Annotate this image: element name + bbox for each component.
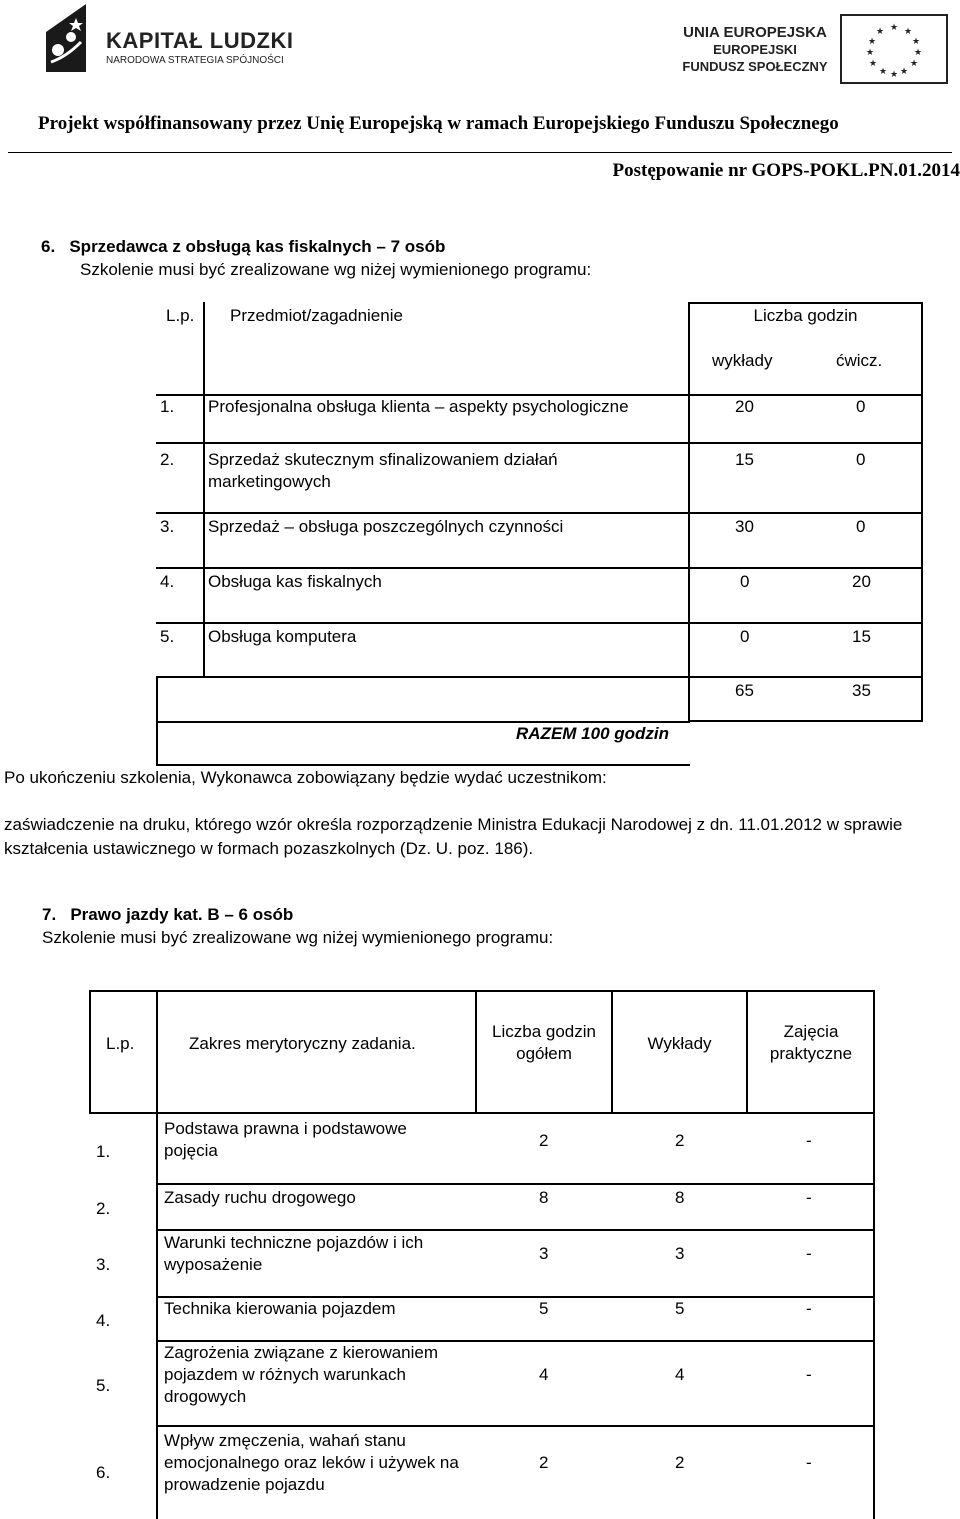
row-lectures: 0 bbox=[740, 627, 750, 646]
row-total: 5 bbox=[539, 1299, 549, 1318]
row-exercises: 20 bbox=[852, 572, 871, 591]
row-lectures: 8 bbox=[675, 1188, 685, 1207]
row-scope: Wpływ zmęczenia, wahań stanu emocjonalnego oraz leków i używek na prowadzenie pojazdu bbox=[164, 1431, 459, 1494]
row-subject: Sprzedaż skutecznym sfinalizowaniem działań marketingowych bbox=[208, 450, 558, 491]
row-scope: Zagrożenia związane z kierowaniem pojazdem w różnych warunkach drogowych bbox=[164, 1343, 439, 1406]
section6-intro: Szkolenie musi być zrealizowane wg niżej wymienionego programu: bbox=[80, 260, 592, 279]
row-lectures: 0 bbox=[740, 572, 750, 591]
svg-text:★: ★ bbox=[899, 66, 909, 76]
table6-total-lectures: 65 bbox=[735, 681, 754, 700]
svg-text:★: ★ bbox=[903, 26, 913, 36]
eu-logo-line2: EUROPEJSKI bbox=[713, 42, 797, 57]
row-number: 5. bbox=[160, 627, 175, 646]
row-lectures: 5 bbox=[675, 1299, 685, 1318]
table6-header-hours: Liczba godzin bbox=[753, 306, 858, 325]
svg-text:★: ★ bbox=[889, 22, 899, 32]
table6-total-label: RAZEM 100 godzin bbox=[516, 724, 670, 743]
row-number: 1. bbox=[96, 1142, 111, 1161]
table6-header-exercises: ćwicz. bbox=[836, 351, 883, 370]
row-practice: - bbox=[806, 1188, 812, 1207]
row-exercises: 0 bbox=[856, 397, 866, 416]
table6-header-subject: Przedmiot/zagadnienie bbox=[230, 306, 403, 325]
row-lectures: 30 bbox=[735, 517, 754, 536]
section6-after-text: Po ukończeniu szkolenia, Wykonawca zobowiązany będzie wydać uczestnikom: bbox=[4, 768, 607, 787]
procedure-number: Postępowanie nr GOPS-POKL.PN.01.2014 bbox=[612, 160, 960, 181]
row-practice: - bbox=[806, 1365, 812, 1384]
table7-header-lp: L.p. bbox=[106, 1034, 135, 1053]
kapital-ludzki-logo bbox=[36, 2, 294, 82]
row-scope: Warunki techniczne pojazdów i ich wyposażenie bbox=[164, 1233, 424, 1274]
svg-text:★: ★ bbox=[867, 36, 877, 46]
row-lectures: 3 bbox=[675, 1244, 685, 1263]
row-number: 5. bbox=[96, 1376, 111, 1395]
table6-total-exercises: 35 bbox=[852, 681, 871, 700]
row-total: 2 bbox=[539, 1453, 549, 1472]
row-practice: - bbox=[806, 1244, 812, 1263]
row-lectures: 4 bbox=[675, 1365, 685, 1384]
eu-logo-line1: UNIA EUROPEJSKA bbox=[683, 24, 827, 41]
eu-logo-line3: FUNDUSZ SPOŁECZNY bbox=[682, 59, 828, 74]
kapital-ludzki-emblem-icon bbox=[36, 2, 96, 74]
row-subject: Profesjonalna obsługa klienta – aspekty psychologiczne bbox=[208, 397, 629, 416]
logo-text-strategy: NARODOWA STRATEGIA SPÓJNOŚCI bbox=[106, 55, 284, 66]
svg-text:★: ★ bbox=[878, 66, 888, 76]
svg-text:★: ★ bbox=[913, 47, 923, 57]
row-number: 1. bbox=[160, 397, 175, 416]
section6-title: 6. Sprzedawca z obsługą kas fiskalnych – 7 osób bbox=[41, 237, 446, 256]
table6-header-lp: L.p. bbox=[166, 306, 195, 325]
row-practice: - bbox=[806, 1299, 812, 1318]
row-subject: Sprzedaż – obsługa poszczególnych czynności bbox=[208, 517, 564, 536]
row-number: 3. bbox=[160, 517, 175, 536]
svg-text:★: ★ bbox=[865, 47, 875, 57]
row-number: 3. bbox=[96, 1255, 111, 1274]
table6-header-lectures: wykłady bbox=[712, 351, 773, 370]
row-number: 4. bbox=[160, 572, 175, 591]
row-total: 4 bbox=[539, 1365, 549, 1384]
table7-header-practice: Zajęcia praktyczne bbox=[769, 1022, 853, 1063]
row-total: 2 bbox=[539, 1131, 549, 1150]
row-number: 2. bbox=[96, 1199, 111, 1218]
logo-text-kapital: KAPITAŁ LUDZKI bbox=[106, 28, 294, 53]
section7-title: 7. Prawo jazdy kat. B – 6 osób bbox=[42, 905, 294, 924]
row-practice: - bbox=[806, 1131, 812, 1150]
row-total: 3 bbox=[539, 1244, 549, 1263]
row-subject: Obsługa komputera bbox=[208, 627, 357, 646]
svg-text:★: ★ bbox=[909, 58, 919, 68]
section6-certificate-text: zaświadczenie na druku, którego wzór określa rozporządzenie Ministra Edukacji Narodowej z dn. 11.01.2012 w sprawie kształcenia ustawicznego w formach pozaszkolnych (Dz. U. poz. 186). bbox=[4, 815, 903, 858]
table7-header-total: Liczba godzin ogółem bbox=[492, 1022, 596, 1063]
row-lectures: 2 bbox=[675, 1453, 685, 1472]
row-lectures: 2 bbox=[675, 1131, 685, 1150]
svg-text:★: ★ bbox=[868, 58, 878, 68]
eu-flag-icon bbox=[840, 14, 948, 84]
svg-text:★: ★ bbox=[889, 69, 899, 79]
row-exercises: 0 bbox=[856, 450, 866, 469]
row-number: 4. bbox=[96, 1311, 111, 1330]
row-scope: Zasady ruchu drogowego bbox=[164, 1188, 356, 1207]
row-number: 2. bbox=[160, 450, 175, 469]
row-lectures: 15 bbox=[735, 450, 754, 469]
row-lectures: 20 bbox=[735, 397, 754, 416]
section7-intro: Szkolenie musi być zrealizowane wg niżej wymienionego programu: bbox=[42, 928, 554, 947]
row-exercises: 0 bbox=[856, 517, 866, 536]
row-total: 8 bbox=[539, 1188, 549, 1207]
svg-text:★: ★ bbox=[911, 36, 921, 46]
header-divider bbox=[8, 152, 952, 153]
row-exercises: 15 bbox=[852, 627, 871, 646]
row-subject: Obsługa kas fiskalnych bbox=[208, 572, 382, 591]
svg-text:★: ★ bbox=[875, 26, 885, 36]
eu-logo bbox=[680, 14, 952, 88]
row-practice: - bbox=[806, 1453, 812, 1472]
table7-header-lectures: Wykłady bbox=[647, 1034, 712, 1053]
row-scope: Technika kierowania pojazdem bbox=[164, 1299, 396, 1318]
row-number: 6. bbox=[96, 1463, 111, 1482]
table7-header-scope: Zakres merytoryczny zadania. bbox=[189, 1034, 416, 1053]
row-scope: Podstawa prawna i podstawowe pojęcia bbox=[164, 1119, 407, 1160]
project-line: Projekt współfinansowany przez Unię Europejską w ramach Europejskiego Funduszu Społecznego bbox=[38, 113, 839, 134]
